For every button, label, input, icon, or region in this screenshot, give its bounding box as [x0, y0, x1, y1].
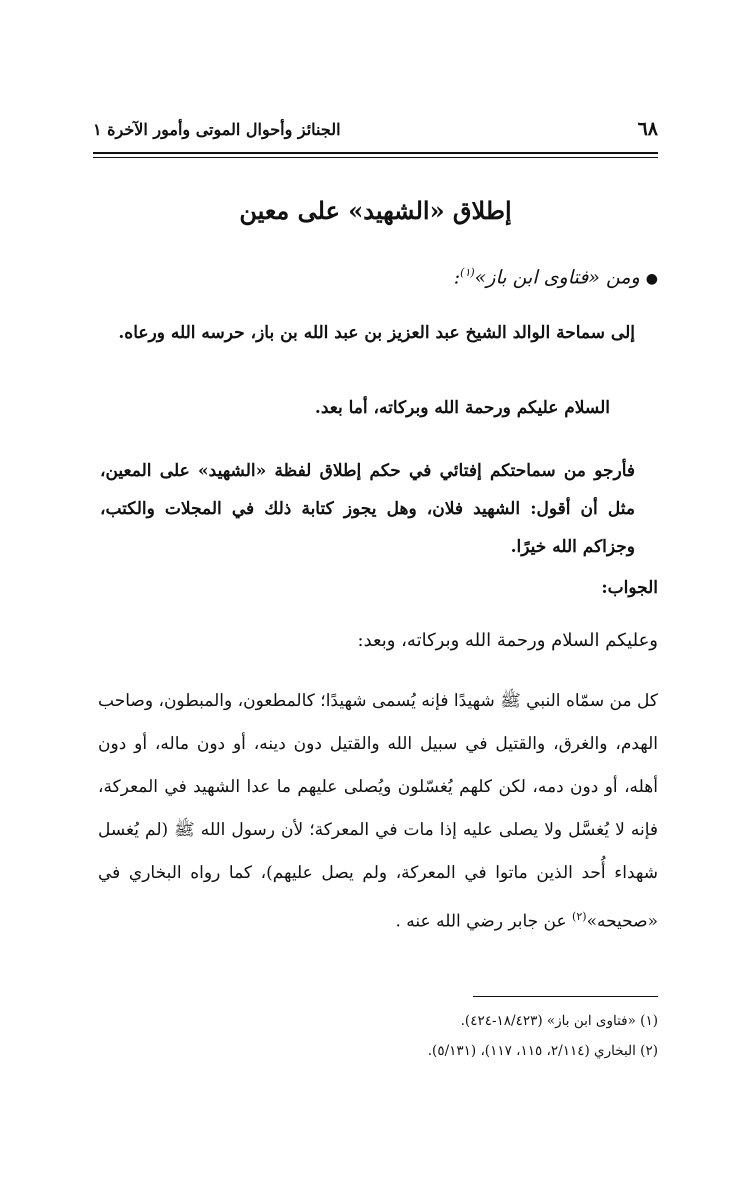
question-greeting: السلام عليكم ورحمة الله وبركاته، أما بعد. [314, 398, 610, 418]
source-text: ومن «فتاوى ابن باز» [474, 266, 640, 289]
answer-label: الجواب: [601, 578, 658, 598]
question-request: فأرجو من سماحتكم إفتائي في حكم إطلاق لفظة «الشهيد» على المعين، مثل أن أقول: الشهيد فلان، وهل يجوز كتابة ذلك في المجلات والكتب، وجزاكم الله خيرًا. [100, 461, 635, 557]
section-title: إطلاق «الشهيد» على معين [239, 196, 512, 225]
running-title: الجنائز وأحوال الموتى وأمور الآخرة ١ [93, 119, 341, 139]
header-rule-thick [93, 152, 658, 154]
answer-body [98, 680, 658, 944]
footnote-rule [473, 996, 658, 997]
page-number: ٦٨ [637, 118, 658, 140]
page-header [93, 112, 658, 146]
source-colon: : [453, 266, 461, 289]
footnote-2: (٢) البخاري (٢/١١٤، ١١٥، ١١٧)، (٥/١٣١). [427, 1043, 658, 1059]
question-addressee: إلى سماحة الوالد الشيخ عبد العزيز بن عبد الله بن باز، حرسه الله ورعاه. [118, 323, 635, 343]
answer-tail: عن جابر رضي الله عنه . [395, 911, 573, 932]
footnote-ref-2: (٢) [572, 910, 587, 923]
footnote-1: (١) «فتاوى ابن باز» (١٨/٤٢٣-٤٢٤). [460, 1013, 658, 1029]
source-line [98, 266, 658, 288]
footnote-ref-1: (١) [460, 266, 475, 279]
bullet-icon: ● [645, 271, 658, 288]
footnotes [98, 1006, 658, 1066]
answer-greeting: وعليكم السلام ورحمة الله وبركاته، وبعد: [357, 630, 658, 651]
answer-text: كل من سمّاه النبي ﷺ شهيدًا فإنه يُسمى شهيدًا؛ كالمطعون، والمبطون، وصاحب الهدم، والغرق، والقتيل في سبيل الله والقتيل دون دينه، أو دون ماله، أو دون أهله، أو دون دمه، لكن كلهم يُغسّلون ويُصلى عليهم ما عدا الشهيد في المعركة، فإنه لا يُغسَّل ولا يصلى عليه إذا مات في المعركة؛ لأن رسول الله ﷺ (لم يُغسل شهداء أُحد الذين ماتوا في المعركة، ولم يصل عليهم)، كما رواه البخاري في «صحيحه» [98, 691, 659, 932]
header-rule-thin [93, 157, 658, 158]
